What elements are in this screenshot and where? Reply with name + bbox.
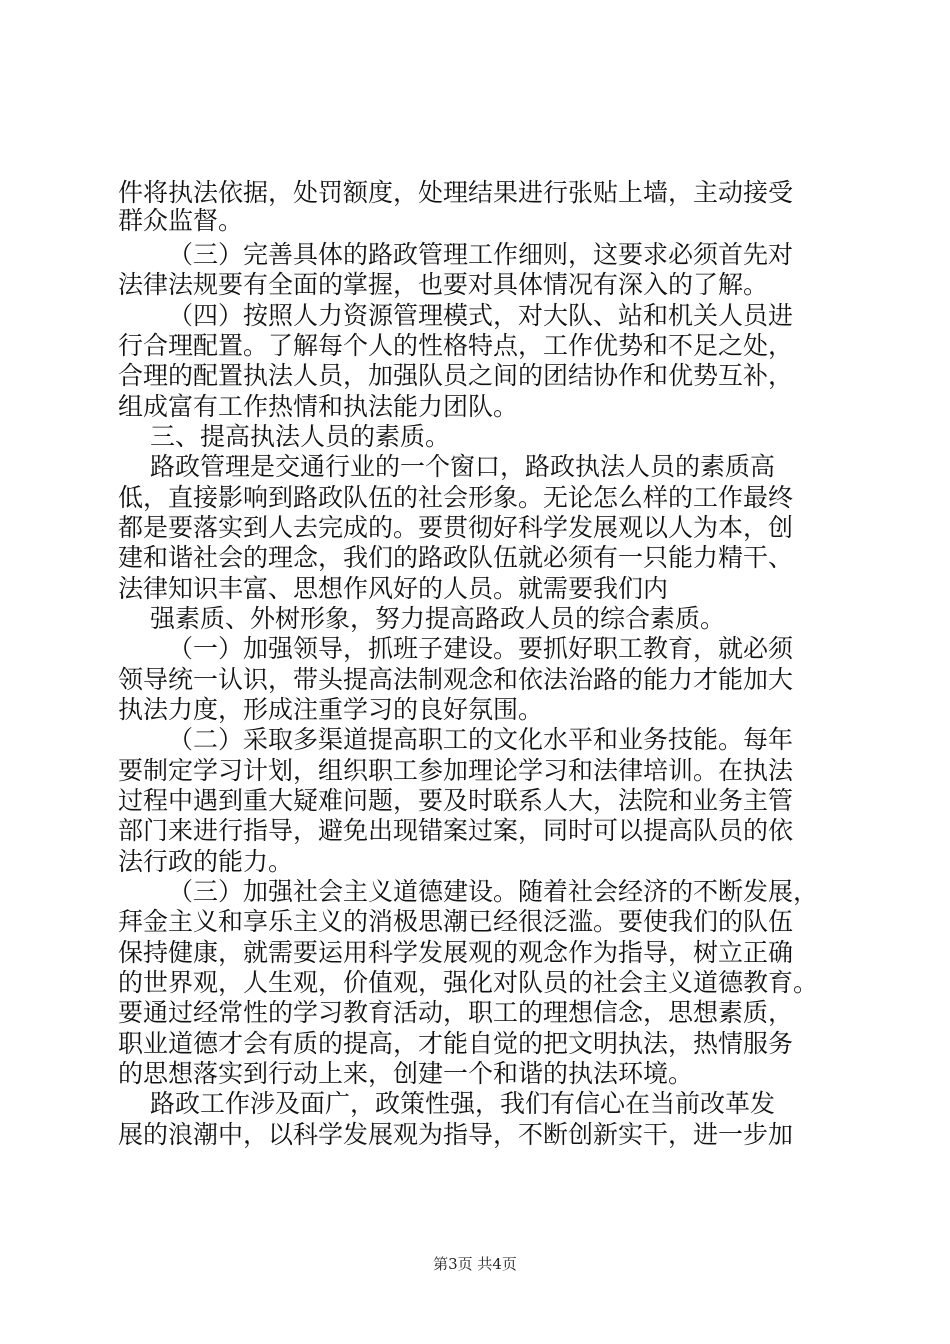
text-line: 法律知识丰富、思想作风好的人员。就需要我们内 <box>118 574 669 603</box>
text-line: 要通过经常性的学习教育活动，职工的理想信念，思想素质， <box>118 998 794 1027</box>
text-line: 拜金主义和享乐主义的消极思潮已经很泛滥。要使我们的队伍 <box>118 907 794 936</box>
text-line: （一）加强领导，抓班子建设。要抓好职工教育，就必须 <box>168 634 794 663</box>
text-line: 组成富有工作热情和执法能力团队。 <box>118 392 519 421</box>
text-line: 部门来进行指导，避免出现错案过案，同时可以提高队员的依 <box>118 816 794 845</box>
text-line: 保持健康，就需要运用科学发展观的观念作为指导，树立正确 <box>118 938 794 967</box>
text-line: 职业道德才会有质的提高，才能自觉的把文明执法，热情服务 <box>118 1029 794 1058</box>
text-line: 行合理配置。了解每个人的性格特点，工作优势和不足之处， <box>118 331 794 360</box>
text-line: 群众监督。 <box>118 206 244 235</box>
text-line: （三）完善具体的路政管理工作细则，这要求必须首先对 <box>168 240 794 269</box>
text-line: 法行政的能力。 <box>118 847 294 876</box>
text-line: 都是要落实到人去完成的。要贯彻好科学发展观以人为本，创 <box>118 513 794 542</box>
text-line: （四）按照人力资源管理模式，对大队、站和机关人员进 <box>168 301 794 330</box>
text-line: 领导统一认识，带头提高法制观念和依法治路的能力才能加大 <box>118 665 794 694</box>
text-line: 件将执法依据，处罚额度，处理结果进行张贴上墙，主动接受 <box>118 178 794 207</box>
text-line: 展的浪潮中，以科学发展观为指导，不断创新实干，进一步加 <box>118 1120 794 1149</box>
text-line: 路政工作涉及面广，政策性强，我们有信心在当前改革发 <box>150 1089 776 1118</box>
text-line: 合理的配置执法人员，加强队员之间的团结协作和优势互补， <box>118 361 794 390</box>
text-line: 三、提高执法人员的素质。 <box>150 422 451 451</box>
text-line: 路政管理是交通行业的一个窗口，路政执法人员的素质高 <box>150 452 776 481</box>
text-line: 法律法规要有全面的掌握，也要对具体情况有深入的了解。 <box>118 270 769 299</box>
text-line: 建和谐社会的理念，我们的路政队伍就必须有一只能力精干、 <box>118 543 794 572</box>
text-line: 要制定学习计划，组织职工参加理论学习和法律培训。在执法 <box>118 756 794 785</box>
text-line: 的思想落实到行动上来，创建一个和谐的执法环境。 <box>118 1059 694 1088</box>
text-line: 强素质、外树形象，努力提高路政人员的综合素质。 <box>150 604 726 633</box>
page-number-footer: 第3页 共4页 <box>433 1255 517 1273</box>
text-line: （三）加强社会主义道德建设。随着社会经济的不断发展， <box>168 877 819 906</box>
text-line: 低，直接影响到路政队伍的社会形象。无论怎么样的工作最终 <box>118 483 794 512</box>
text-line: 的世界观，人生观，价值观，强化对队员的社会主义道德教育。 <box>118 968 819 997</box>
text-line: 过程中遇到重大疑难问题，要及时联系人大，法院和业务主管 <box>118 786 794 815</box>
text-line: （二）采取多渠道提高职工的文化水平和业务技能。每年 <box>168 725 794 754</box>
text-line: 执法力度，形成注重学习的良好氛围。 <box>118 695 544 724</box>
